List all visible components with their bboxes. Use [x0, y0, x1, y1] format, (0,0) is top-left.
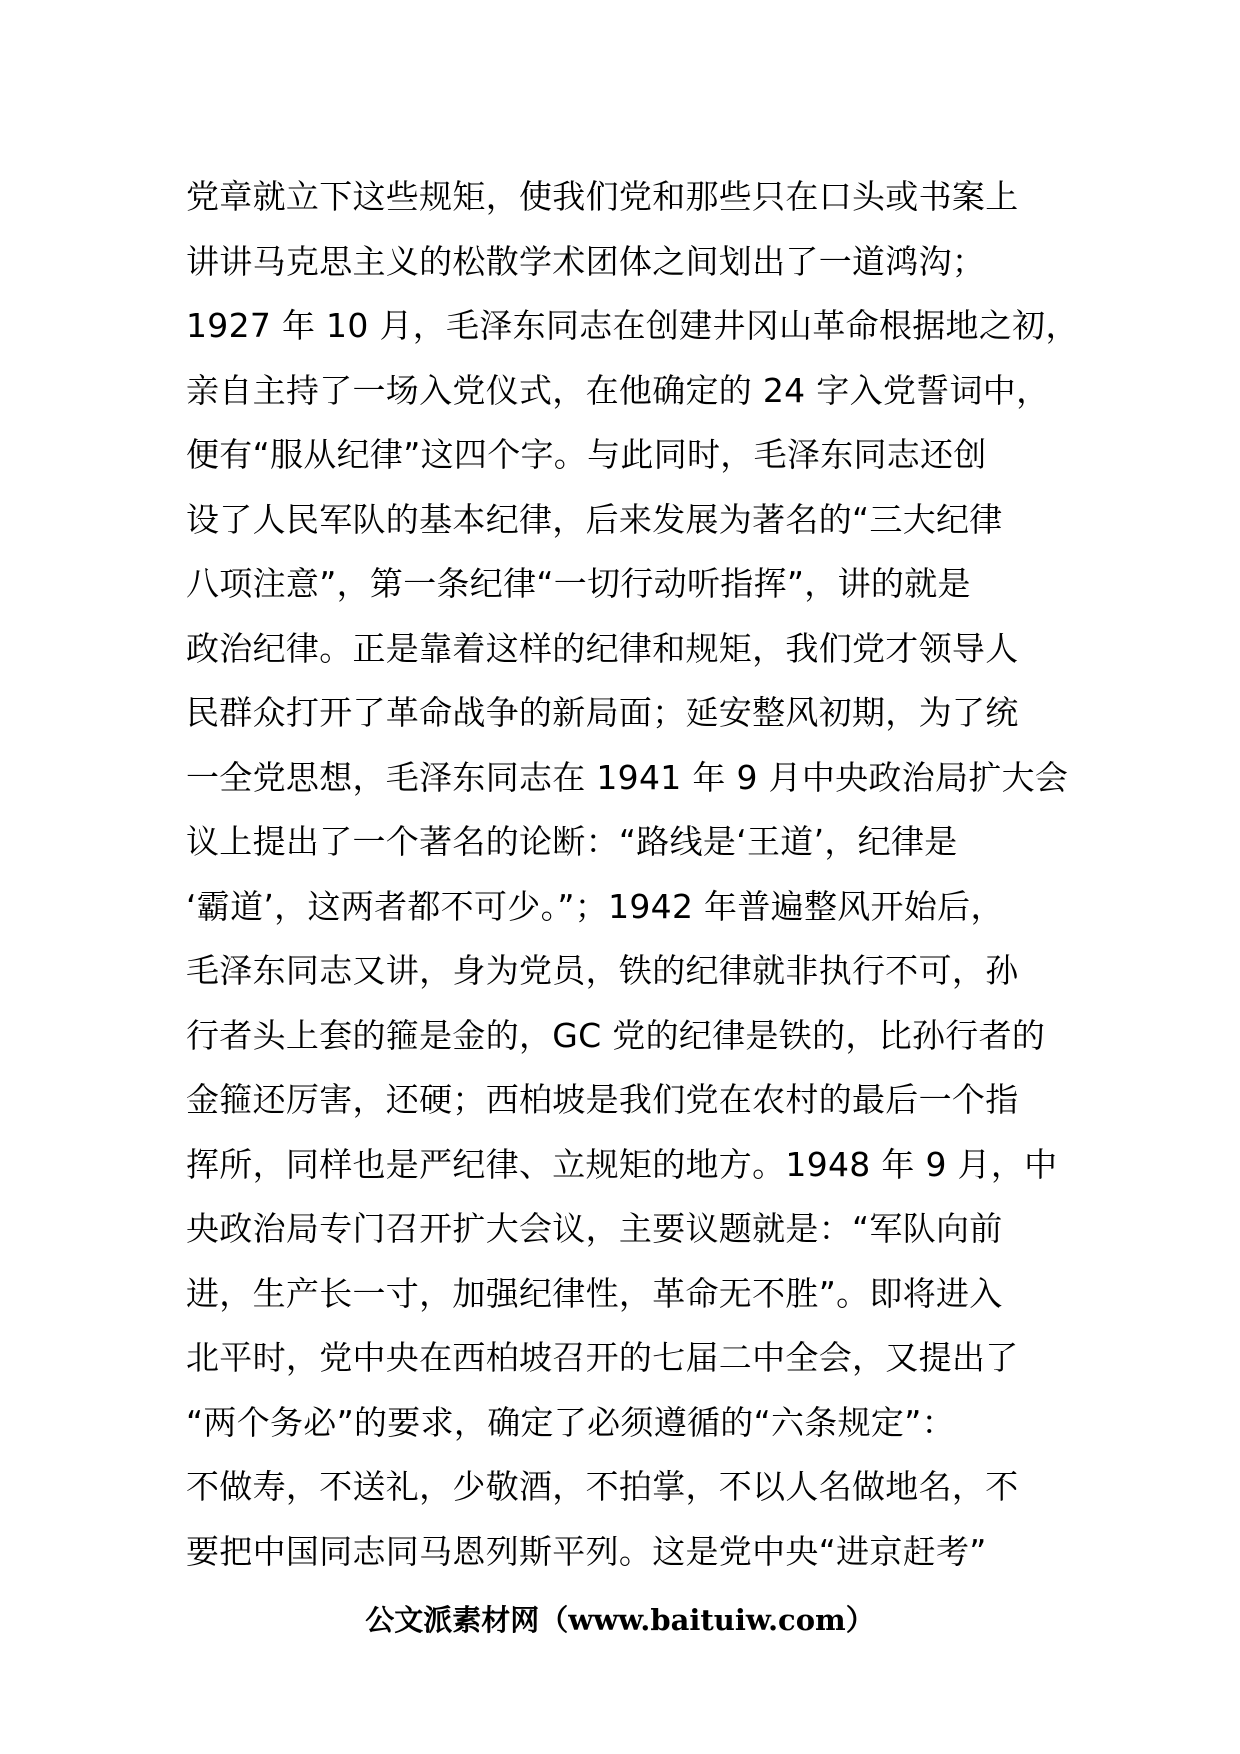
- text-line: 政治纪律。正是靠着这样的纪律和规矩，我们党才领导人: [186, 628, 1019, 668]
- text-line: 便有“服从纪律”这四个字。与此同时，毛泽东同志还创: [186, 435, 987, 474]
- footer-watermark: 公文派素材网（www.baituiw.com）: [365, 1603, 875, 1637]
- text-line: 要把中国同志同马恩列斯平列。这是党中央“进京赶考”: [186, 1531, 987, 1571]
- text-line: 民群众打开了革命战争的新局面；延安整风初期，为了统: [186, 693, 1019, 732]
- text-line: 1927 年 10 月，毛泽东同志在创建井冈山革命根据地之初，: [186, 306, 1079, 345]
- text-line: 不做寿，不送礼，少敬酒，不拍掌，不以人名做地名，不: [186, 1467, 1019, 1506]
- text-line: 讲讲马克思主义的松散学术团体之间划出了一道鸿沟；: [186, 241, 986, 281]
- text-line: 议上提出了一个著名的论断：“路线是‘王道’，纪律是: [186, 822, 958, 861]
- text-line: “两个务必”的要求，确定了必须遵循的“六条规定”：: [186, 1402, 955, 1442]
- text-line: 八项注意”，第一条纪律“一切行动听指挥”，讲的就是: [186, 564, 971, 603]
- text-line: 挥所，同样也是严纪律、立规矩的地方。1948 年 9 月，中: [186, 1144, 1058, 1184]
- text-line: 毛泽东同志又讲，身为党员，铁的纪律就非执行不可，孙: [186, 951, 1019, 990]
- text-line: 北平时，党中央在西柏坡召开的七届二中全会，又提出了: [186, 1338, 1019, 1377]
- text-line: 亲自主持了一场入党仪式，在他确定的 24 字入党誓词中，: [186, 370, 1050, 410]
- text-line: 金箍还厉害，还硬；西柏坡是我们党在农村的最后一个指: [186, 1080, 1019, 1119]
- text-line: 行者头上套的箍是金的，GC 党的纪律是铁的，比孙行者的: [186, 1015, 1046, 1055]
- text-line: ‘霸道’，这两者都不可少。”；1942 年普遍整风开始后，: [186, 886, 1004, 926]
- text-line: 进，生产长一寸，加强纪律性，革命无不胜”。即将进入: [186, 1273, 1003, 1313]
- body-text: [186, 165, 1086, 1584]
- text-line: 党章就立下这些规矩，使我们党和那些只在口头或书案上: [186, 177, 1019, 216]
- text-line: 设了人民军队的基本纪律，后来发展为著名的“三大纪律: [186, 499, 1003, 539]
- text-line: 一全党思想，毛泽东同志在 1941 年 9 月中央政治局扩大会: [186, 757, 1069, 797]
- text-line: 央政治局专门召开扩大会议，主要议题就是：“军队向前: [186, 1209, 1003, 1248]
